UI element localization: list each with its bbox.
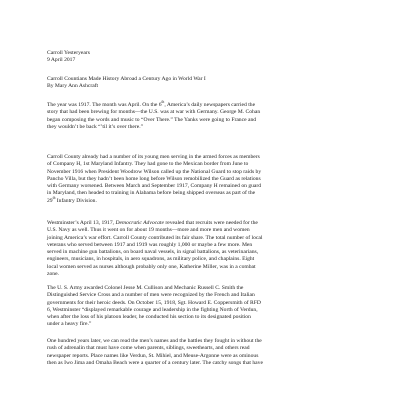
paragraph-line: engineers, musicians, in hospitals, in aero squadrons, as military police, and chaplains. Eight [47, 256, 255, 263]
paragraph-line: 29th Infantry Division. [47, 195, 97, 204]
paragraph-line: governments for their heroic deeds. On October 15, 1918, Sgt. Howard E. Coppersmith of RFD [47, 299, 261, 306]
paragraph-line: zone. [47, 271, 59, 278]
paragraph-line: joining America’s war effort. Carroll County contributed its fair share. The total number of local [47, 234, 263, 241]
column-name: Carroll Yesteryears [47, 50, 90, 56]
paragraph-line: rush of adrenalin that must have come when parents, siblings, sweethearts, and others read [47, 345, 250, 352]
paragraph-line: U.S. Navy as well. Thus it went on for about 19 months—more and more men and women [47, 227, 250, 234]
paragraph-line: veterans who served between 1917 and 1919 was roughly 1,000 or maybe a few more. Men [47, 241, 253, 248]
paragraph-line: with Germany worsened. Between March and September 1917, Company H remained on guard [47, 183, 262, 190]
paragraph-line: November 1916 when President Woodrow Wilson called up the National Guard to stop raids by [47, 168, 262, 175]
paragraph-line: Distinguished Service Cross and a number of men were recognized by the French and Italian [47, 292, 255, 299]
paragraph-line: served in machine gun battalions, on board naval vessels, in signal battalions, as veterinarians, [47, 249, 259, 256]
paragraph-line: Westminster’s April 13, 1917, Democratic Advocate revealed that recruits were needed for the [47, 220, 258, 226]
paragraph-line: Pancho Villa, but they hadn’t been home long before Wilson remobilized the Guard as relations [47, 175, 261, 182]
paragraph-line: then as Iwo Jima and Omaha Beach were a quarter of a century later. The catchy songs that have [47, 359, 263, 366]
paragraph-line: when after the loss of his platoon leader, he conducted his section to its designated position [47, 314, 251, 321]
column-date: 9 April 2017 [47, 57, 76, 64]
paragraph-3 [47, 220, 365, 278]
paragraph-line: of Company H, 1st Maryland Infantry. They had gone to the Mexican border from June to [47, 161, 249, 168]
paragraph-2 [47, 154, 365, 205]
paragraph-line: began composing the words and music to “Over There.” The Yanks were going to France and [47, 116, 257, 123]
article-title: Carroll Countians Made History Abroad a Century Ago in World War I [47, 76, 206, 82]
paragraph-line: under a heavy fire.” [47, 321, 92, 328]
paragraph-line: local women served as nurses although probably only one, Katherine Miller, was in a combat [47, 263, 256, 270]
ordinal-suffix: th [161, 100, 165, 105]
paragraph-1 [47, 102, 365, 131]
paragraph-line: story that had been brewing for months—the U.S. was at war with Germany. George M. Cohan [47, 109, 261, 116]
column-header [47, 50, 365, 65]
paragraph-line: they wouldn’t be back “’til it’s over there.” [47, 123, 144, 130]
paragraph-line: Carroll County already had a number of its young men serving in the armed forces as members [47, 154, 260, 160]
ordinal-suffix: th [52, 195, 56, 200]
paragraph-4 [47, 285, 365, 329]
paragraph-line: The year was 1917. The month was April. On the 6th, America’s daily newspapers carried the [47, 100, 256, 108]
article-byline: By Mary Ann Ashcraft [47, 83, 99, 90]
paragraph-5 [47, 338, 365, 367]
paragraph-line: newspaper reports. Place names like Verdun, St. Mihiel, and Meuse-Argonne were as ominous [47, 352, 259, 359]
paragraph-line: in Maryland, then headed to training in Alabama before being shipped overseas as part of the [47, 190, 256, 197]
paragraph-line: 6, Westminster “displayed remarkable courage and leadership in the fighting North of Verdun, [47, 306, 258, 313]
newspaper-name: Democratic Advocate [115, 220, 164, 226]
article-heading [47, 76, 365, 91]
paragraph-line: One hundred years later, we can read the men’s names and the battles they fought in without the [47, 338, 262, 344]
paragraph-line: The U. S. Army awarded Colonel Jesse M. Cullison and Mechanic Russell C. Smith the [47, 285, 244, 291]
